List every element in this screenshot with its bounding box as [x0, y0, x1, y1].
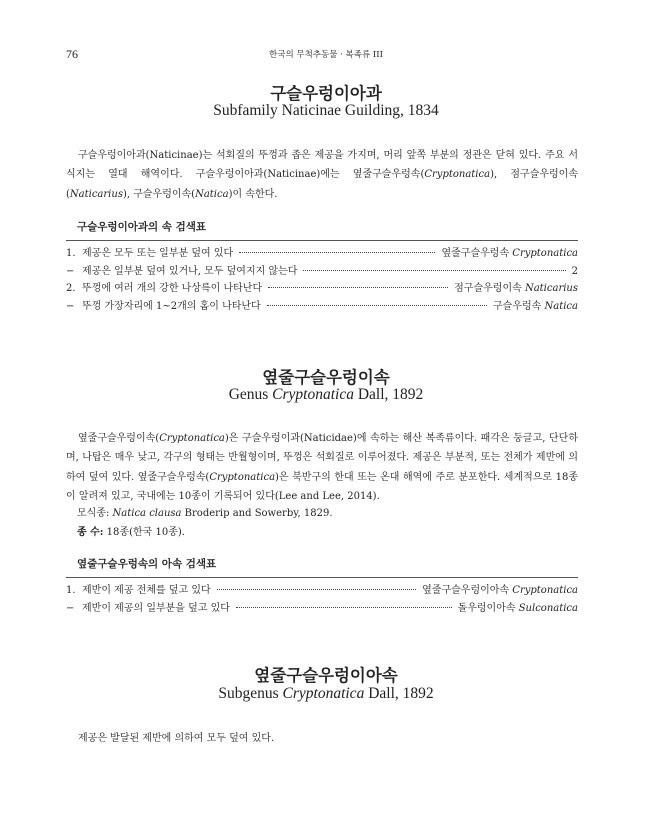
- key-row: 1. 제공은 모두 또는 일부분 덮여 있다 옆줄구슬우렁속 Cryptonatica: [66, 248, 578, 259]
- subgenus-key: [66, 582, 578, 617]
- subgenus-title-ko: 옆줄구슬우렁이아속: [254, 666, 398, 685]
- key-row: 1. 제반이 제공 전체를 덮고 있다 옆줄구슬우렁이아속 Cryptonatica: [66, 585, 578, 596]
- key-rule: [66, 240, 578, 241]
- genus-description: 옆줄구슬우렁이속(Cryptonatica)은 구슬우렁이과(Naticidae)에 속하는 해산 복족류이다. 패각은 둥글고, 단단하며, 나탑은 매우 낮고, 각구의 형태는 반월형이며, 뚜껑은 석회질로 이루어졌다. 제공은 부분적, 또는 전체가 제반에 의하여 덮여 있다. 옆줄구슬우렁속(Cryptonatica)은 북반구의 한대 또는 온대 해역에 주로 분포한다. 세계적으로 18종이 알려져 있고, 국내에는 10종이 기록되어 있다(Lee and Lee, 2014).: [66, 433, 578, 502]
- key-row: 2. 뚜껑에 여러 개의 강한 나상륵이 나타난다 점구슬우렁이속 Naticarius: [66, 283, 578, 294]
- key-row: − 제반이 제공의 일부분을 덮고 있다 돌우렁이아속 Sulconatica: [66, 602, 578, 614]
- page-number: 76: [66, 47, 78, 61]
- subfamily-title-en: Subfamily Naticinae Guilding, 1834: [213, 102, 439, 119]
- subgenus-title-en: Subgenus Cryptonatica Dall, 1892: [218, 685, 434, 702]
- key-rule: [66, 577, 578, 578]
- subfamily-description: 구슬우렁이아과(Naticinae)는 석회질의 뚜껑과 좁은 제공을 가지며, 머리 앞쪽 부분의 정관은 닫혀 있다. 주요 서식지는 열대 해역이다. 구슬우렁이아과(Naticinae)에는 옆줄구슬우렁속(Cryptonatica), 점구슬우렁이속(Naticarius), 구슬우렁이속(Natica)이 속한다.: [66, 150, 578, 200]
- subfamily-title-ko: 구슬우렁이아과: [270, 84, 382, 103]
- genus-key: [66, 245, 578, 315]
- subgenus-description: 제공은 발달된 제반에 의하여 모두 덮여 있다.: [78, 733, 275, 744]
- running-head: 한국의 무척추동물 · 복족류 III: [269, 50, 383, 60]
- genus-key-title: 구슬우렁이아과의 속 검색표: [77, 221, 207, 233]
- page-header: [66, 47, 586, 63]
- genus-title-ko: 옆줄구슬우렁이속: [262, 368, 390, 387]
- key-row: − 제공은 일부분 덮여 있거나, 모두 덮여지지 않는다 2: [66, 265, 578, 277]
- subgenus-key-title: 옆줄구슬우렁속의 아속 검색표: [77, 558, 217, 570]
- type-species: 모식종: Natica clausa Broderip and Sowerby, 1829.: [77, 508, 333, 519]
- genus-title-en: Genus Cryptonatica Dall, 1892: [228, 386, 424, 403]
- species-count: 종 수: 18종(한국 10종).: [77, 527, 185, 538]
- key-row: − 뚜껑 가장자리에 1~2개의 홈이 나타난다 구슬우렁속 Natica: [66, 300, 578, 312]
